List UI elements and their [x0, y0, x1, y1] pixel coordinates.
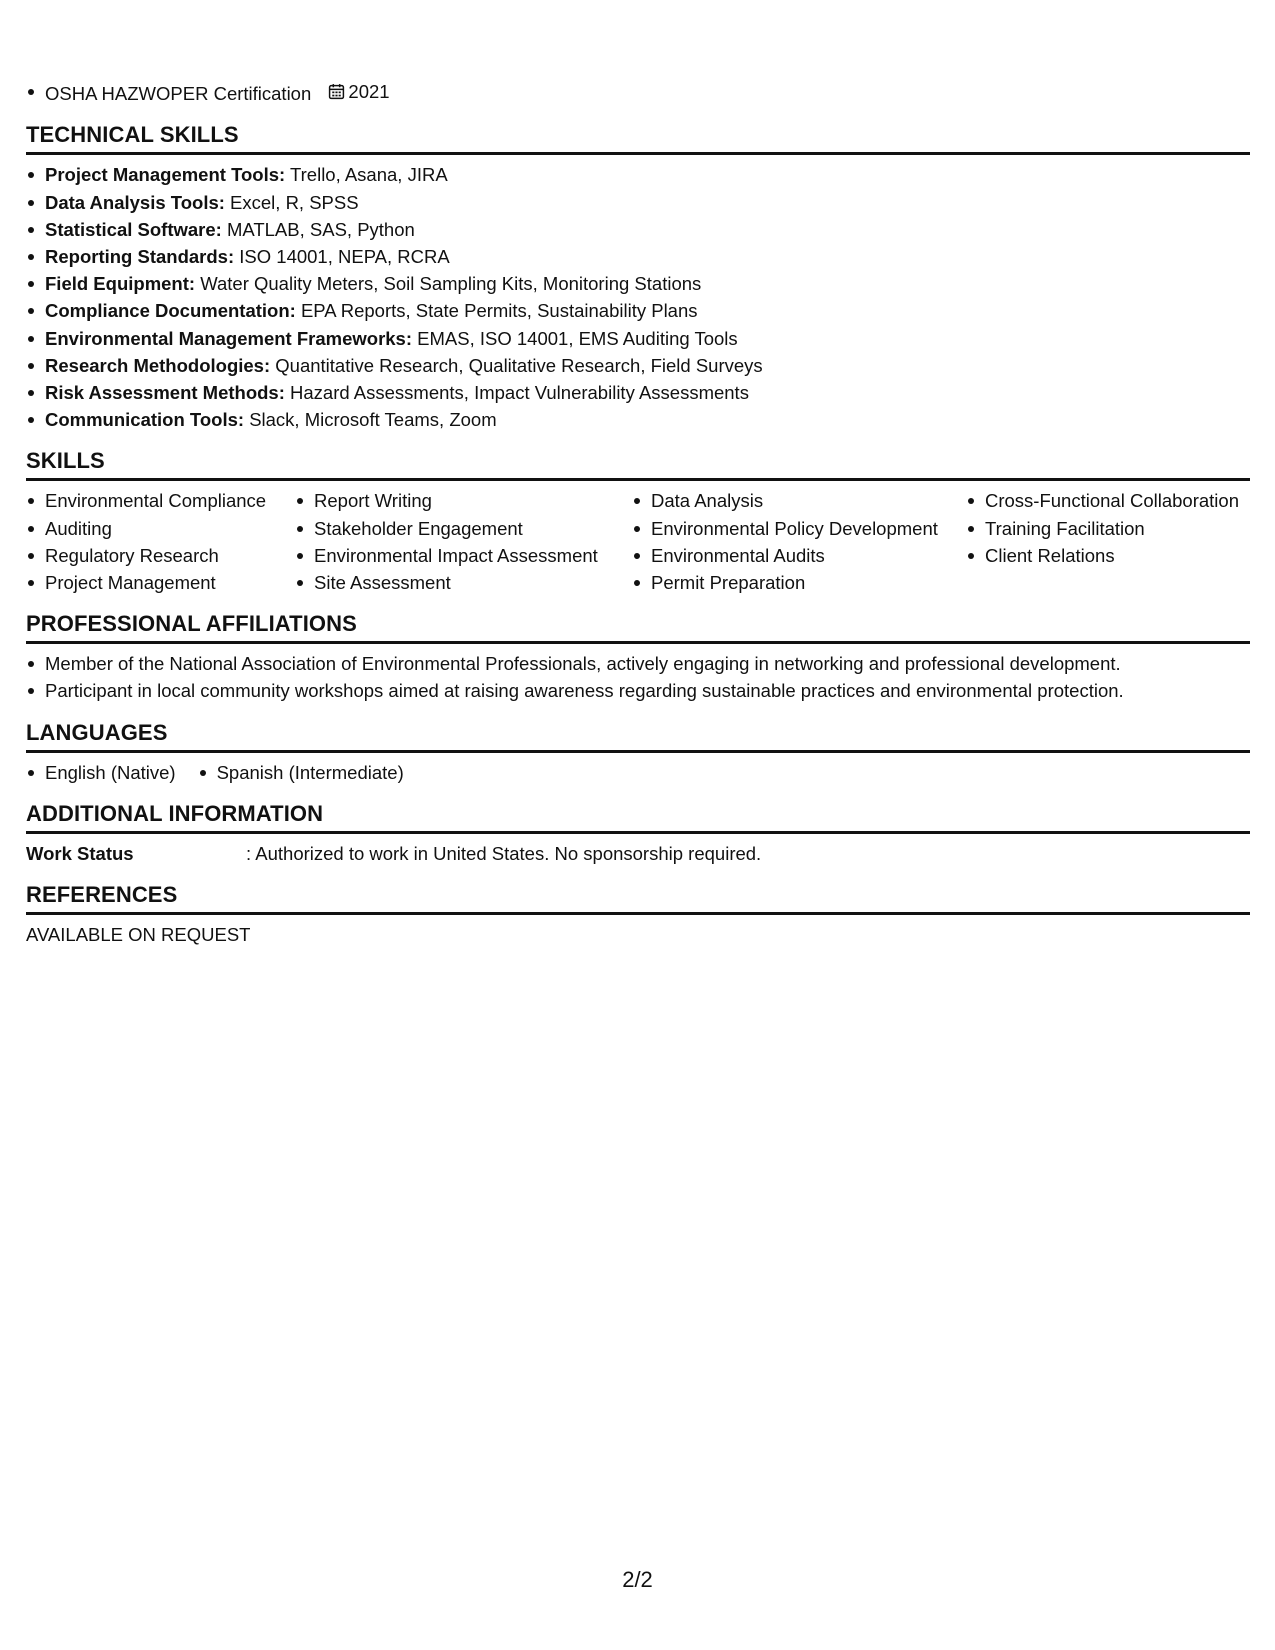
technical-skills-list	[26, 161, 1250, 433]
technical-skill-item	[26, 243, 1250, 270]
page-number: 2/2	[622, 1567, 653, 1592]
skill-item: Permit Preparation	[632, 569, 966, 596]
skill-item: Project Management	[26, 569, 295, 596]
technical-skill-label: Field Equipment:	[45, 273, 196, 295]
technical-skill-value: Quantitative Research, Qualitative Research, Field Surveys	[275, 354, 763, 376]
skill-item: Regulatory Research	[26, 542, 295, 569]
work-status-value: : Authorized to work in United States. No sponsorship required.	[246, 842, 762, 864]
additional-info-heading: ADDITIONAL INFORMATION	[26, 800, 1250, 834]
technical-skill-label: Data Analysis Tools:	[45, 191, 225, 213]
skill-item: Client Relations	[966, 542, 1250, 569]
work-status-row	[26, 840, 1250, 867]
skill-item: Data Analysis	[632, 487, 966, 514]
skills-column	[966, 487, 1250, 569]
technical-skill-value: EPA Reports, State Permits, Sustainability Plans	[300, 300, 698, 322]
skill-item: Environmental Audits	[632, 542, 966, 569]
certification-date	[328, 78, 389, 105]
technical-skill-label: Risk Assessment Methods:	[45, 381, 285, 403]
skill-item: Training Facilitation	[966, 515, 1250, 542]
skills-column	[295, 487, 632, 596]
technical-skill-item	[26, 270, 1250, 297]
additional-info-section	[26, 800, 1250, 867]
certification-list	[26, 78, 1250, 107]
technical-skill-value: Hazard Assessments, Impact Vulnerability Assessments	[290, 381, 749, 403]
technical-skill-value: Excel, R, SPSS	[230, 191, 359, 213]
skills-grid	[26, 487, 1250, 596]
technical-skills-section	[26, 121, 1250, 433]
technical-skill-item	[26, 189, 1250, 216]
technical-skill-label: Communication Tools:	[45, 409, 245, 431]
technical-skill-item	[26, 297, 1250, 324]
technical-skill-item	[26, 216, 1250, 243]
technical-skill-value: EMAS, ISO 14001, EMS Auditing Tools	[417, 327, 738, 349]
technical-skill-item	[26, 161, 1250, 188]
skills-column	[26, 487, 295, 596]
certification-year: 2021	[348, 81, 390, 102]
technical-skill-value: ISO 14001, NEPA, RCRA	[239, 245, 450, 267]
technical-skill-value: MATLAB, SAS, Python	[226, 218, 415, 240]
affiliation-item: Participant in local community workshops aimed at raising awareness regarding sustainable practices and environmental protection.	[26, 677, 1250, 704]
technical-skill-item	[26, 379, 1250, 406]
technical-skill-value: Trello, Asana, JIRA	[290, 164, 448, 186]
skill-item: Environmental Policy Development	[632, 515, 966, 542]
affiliation-item: Member of the National Association of Environmental Professionals, actively engaging in networking and professional development.	[26, 650, 1250, 677]
skill-item: Site Assessment	[295, 569, 632, 596]
references-heading: REFERENCES	[26, 881, 1250, 915]
certification-item	[26, 78, 1250, 107]
technical-skill-item	[26, 325, 1250, 352]
affiliations-list	[26, 650, 1250, 704]
skills-heading: SKILLS	[26, 447, 1250, 481]
technical-skill-value: Water Quality Meters, Soil Sampling Kits, Monitoring Stations	[200, 273, 702, 295]
technical-skill-value: Slack, Microsoft Teams, Zoom	[249, 409, 497, 431]
languages-list	[26, 759, 1250, 786]
technical-skill-item	[26, 352, 1250, 379]
skill-item: Environmental Compliance	[26, 487, 295, 514]
technical-skills-heading: TECHNICAL SKILLS	[26, 121, 1250, 155]
skill-item: Stakeholder Engagement	[295, 515, 632, 542]
affiliations-section	[26, 610, 1250, 704]
affiliations-heading: PROFESSIONAL AFFILIATIONS	[26, 610, 1250, 644]
technical-skill-label: Reporting Standards:	[45, 245, 235, 267]
skills-section	[26, 447, 1250, 596]
certification-name: OSHA HAZWOPER Certification	[45, 83, 312, 105]
technical-skill-label: Research Methodologies:	[45, 354, 271, 376]
languages-heading: LANGUAGES	[26, 719, 1250, 753]
work-status-label: Work Status	[26, 842, 134, 864]
references-section	[26, 881, 1250, 948]
skill-item: Cross-Functional Collaboration	[966, 487, 1250, 514]
skills-column	[632, 487, 966, 596]
technical-skill-item	[26, 406, 1250, 433]
resume-page	[26, 78, 1250, 962]
languages-section	[26, 719, 1250, 786]
technical-skill-label: Project Management Tools:	[45, 164, 286, 186]
language-item: English (Native)	[26, 759, 176, 786]
skill-item: Report Writing	[295, 487, 632, 514]
skill-item: Environmental Impact Assessment	[295, 542, 632, 569]
technical-skill-label: Compliance Documentation:	[45, 300, 296, 322]
calendar-icon	[328, 83, 345, 100]
technical-skill-label: Statistical Software:	[45, 218, 222, 240]
references-text: AVAILABLE ON REQUEST	[26, 923, 251, 945]
technical-skill-label: Environmental Management Frameworks:	[45, 327, 413, 349]
language-item: Spanish (Intermediate)	[198, 759, 404, 786]
skill-item: Auditing	[26, 515, 295, 542]
